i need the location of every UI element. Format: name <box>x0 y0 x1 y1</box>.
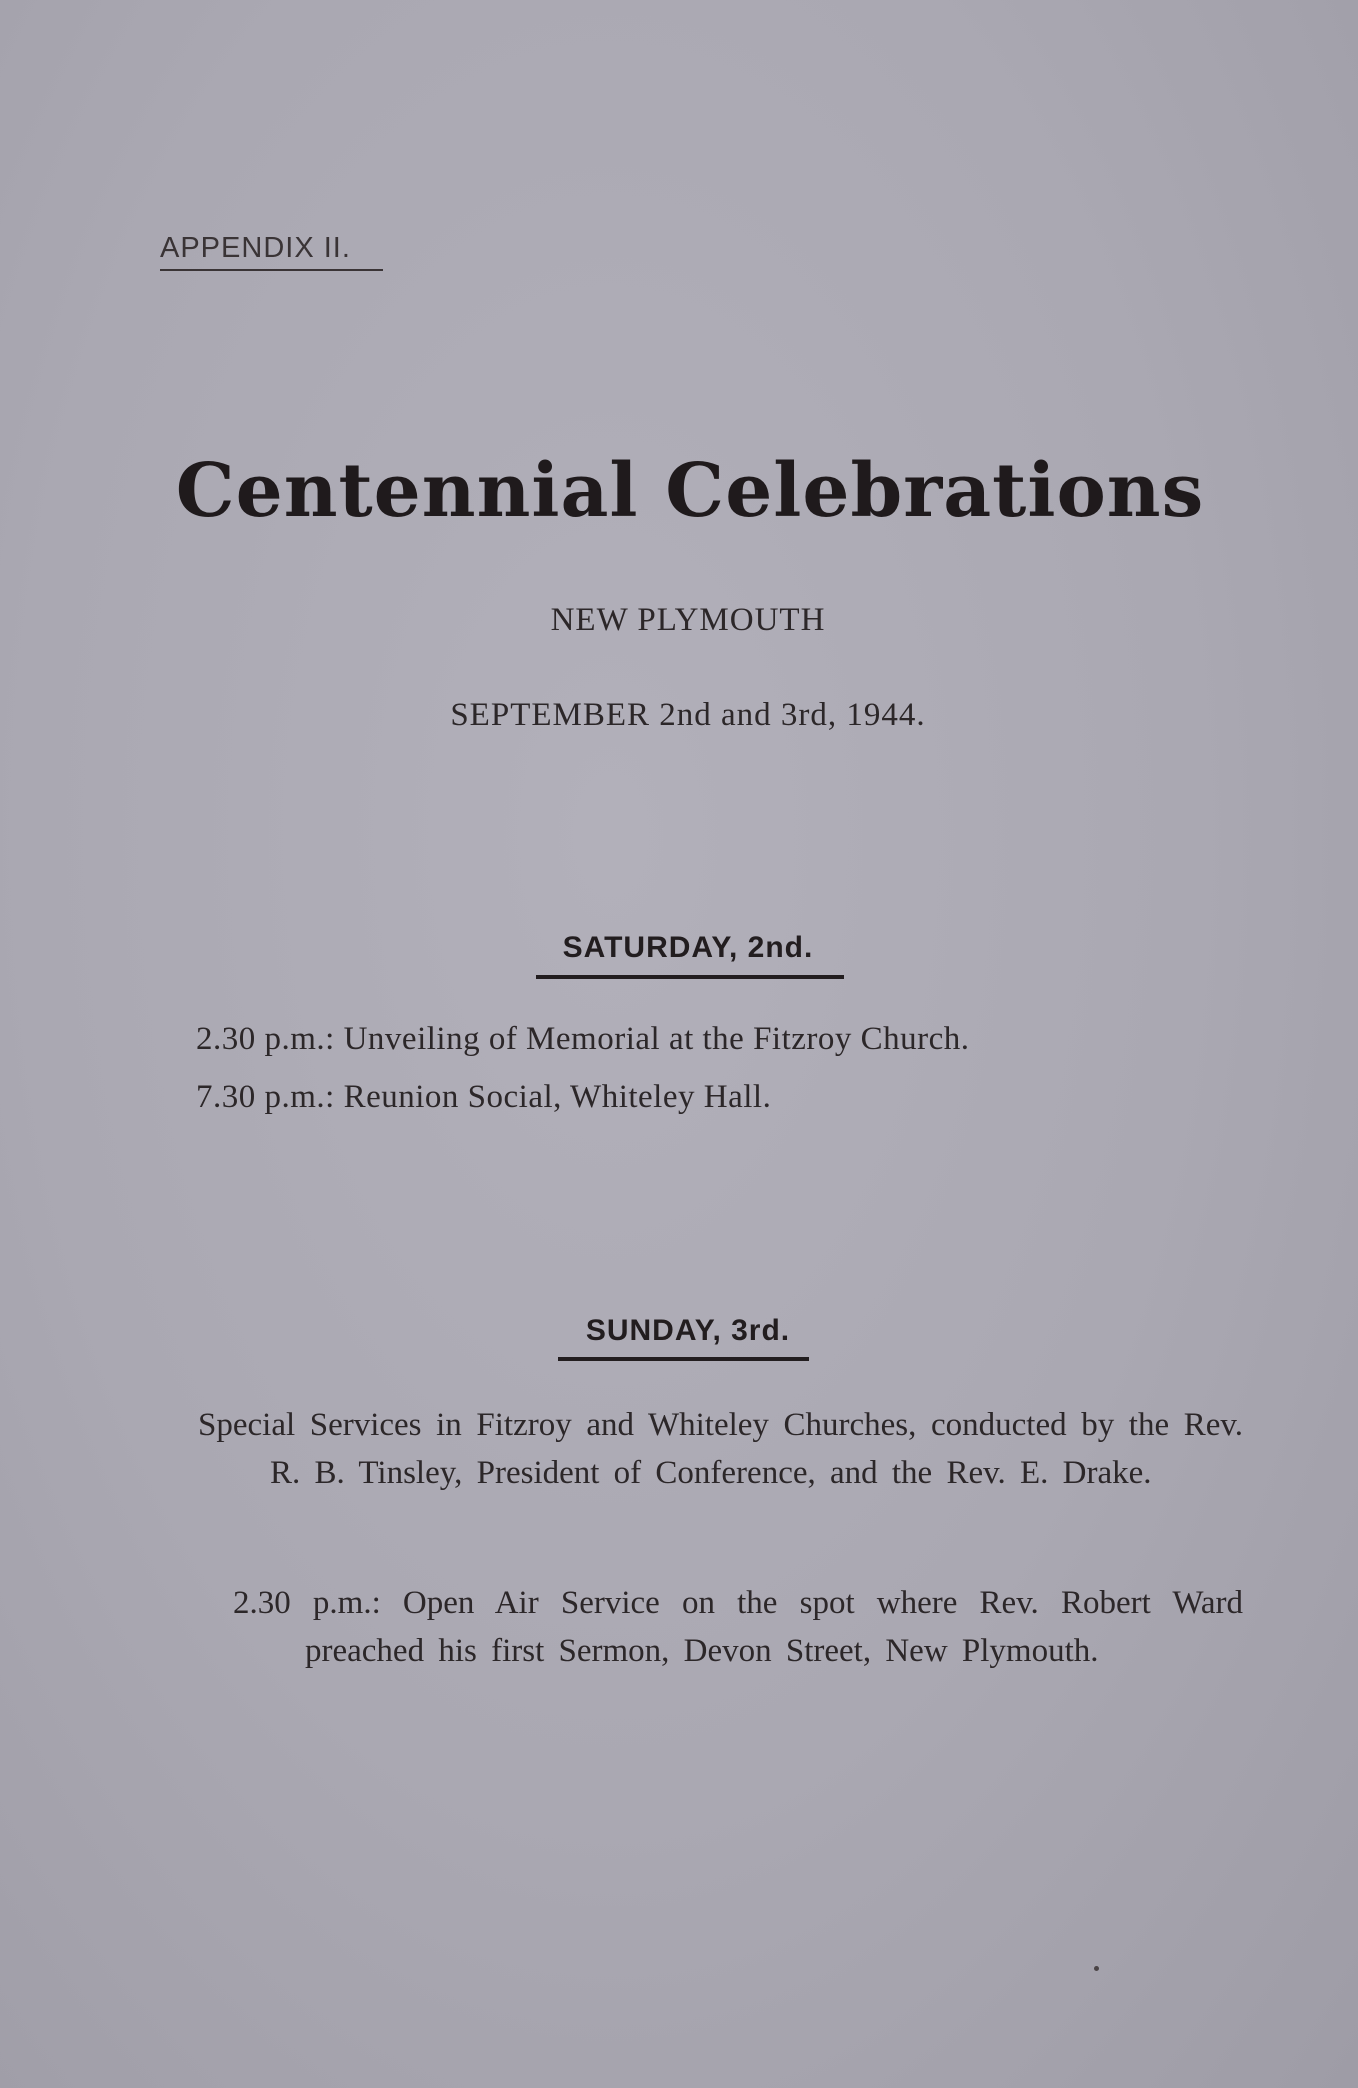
sunday-underline <box>558 1357 809 1361</box>
place-line: NEW PLYMOUTH <box>550 602 826 638</box>
page-title: Centennial Celebrations <box>175 448 1205 534</box>
appendix-label: APPENDIX II. <box>160 232 351 264</box>
appendix-underline <box>160 269 383 271</box>
dates-line: SEPTEMBER 2nd and 3rd, 1944. <box>450 697 926 733</box>
paper-speck <box>1094 1966 1099 1971</box>
sunday-heading: SUNDAY, 3rd. <box>585 1314 791 1347</box>
saturday-heading: SATURDAY, 2nd. <box>562 931 814 964</box>
saturday-event-2: 7.30 p.m.: Reunion Social, Whiteley Hall. <box>196 1079 772 1115</box>
sunday-open-air-paragraph: 2.30 p.m.: Open Air Service on the spot where Rev. Robert Ward preached his first Sermon, Devon Street, New Plymouth. <box>233 1585 1243 1669</box>
saturday-underline <box>536 975 844 979</box>
saturday-event-1: 2.30 p.m.: Unveiling of Memorial at the Fitzroy Church. <box>196 1021 970 1057</box>
sunday-services-paragraph: Special Services in Fitzroy and Whiteley Churches, conducted by the Rev. R. B. Tinsley, President of Conference, and the Rev. E. Drake. <box>198 1407 1243 1491</box>
